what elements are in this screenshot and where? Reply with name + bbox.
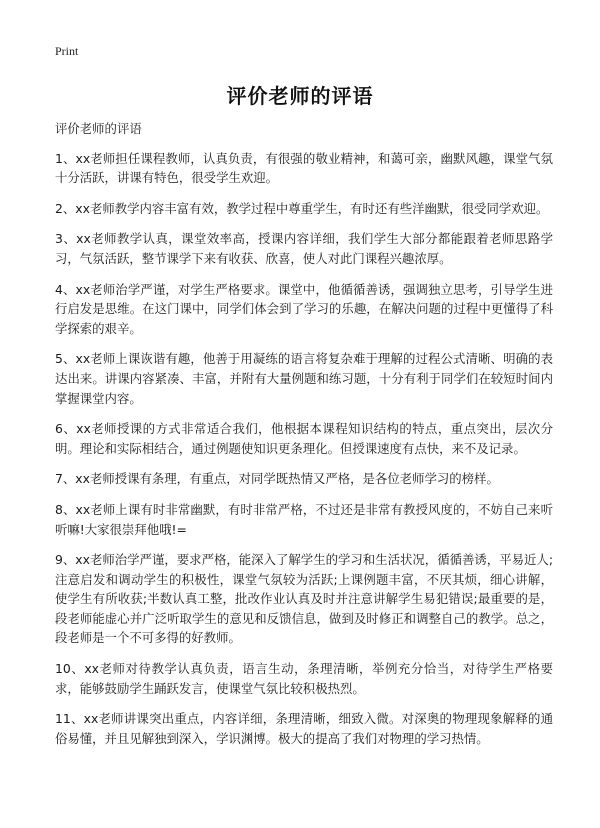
comment-paragraph-5: 5、xx老师上课诙谐有趣，他善于用凝练的语言将复杂难于理解的过程公式清晰、明确的表达出来。讲课内容紧凑、丰富，并附有大量例题和练习题，十分有利于同学们在较短时间内掌握课堂内容。 [55,351,553,406]
comment-paragraph-2: 2、xx老师教学内容丰富有效，教学过程中尊重学生，有时还有些洋幽默，很受同学欢迎。 [55,200,549,216]
document-body [55,119,553,759]
comment-paragraph-4: 4、xx老师治学严谨，对学生严格要求。课堂中，他循循善诱，强调独立思考，引导学生进行启发是思维。在这门课中，同学们体会到了学习的乐趣，在解决问题的过程中更懂得了科学探索的艰辛。 [55,281,553,336]
comment-paragraph-3: 3、xx老师教学认真，课堂效率高，授课内容详细，我们学生大部分都能跟着老师思路学习，气氛活跃，整节课学下来有收获、欣喜，使人对此门课程兴趣浓厚。 [55,231,553,266]
comment-paragraph-6: 6、xx老师授课的方式非常适合我们，他根据本课程知识结构的特点，重点突出，层次分明。理论和实际相结合，通过例题使知识更条理化。但授课速度有点快，来不及记录。 [55,421,553,456]
comment-paragraph-9: 9、xx老师治学严谨，要求严格，能深入了解学生的学习和生活状况，循循善诱，平易近人;注意启发和调动学生的积极性，课堂气氛较为活跃;上课例题丰富，不厌其烦，细心讲解，使学生有所收获;半数认真工整，批改作业认真及时并注意讲解学生易犯错误;最重要的是，段老师能虚心并广泛听取学生的意见和反馈信息，做到及时修正和调整自己的教学。总之，段老师是一个不可多得的好教师。 [55,552,553,646]
comment-paragraph-7: 7、xx老师授课有条理，有重点，对同学既热情又严格，是各位老师学习的榜样。 [55,471,499,487]
document-subtitle: 评价老师的评语 [55,121,142,136]
comment-paragraph-11: 11、xx老师讲课突出重点，内容详细，条理清晰，细致入微。对深奥的物理现象解释的通俗易懂，并且见解独到深入，学识渊博。极大的提高了我们对物理的学习热情。 [55,711,553,746]
page-title: 评价老师的评语 [226,84,374,108]
comment-paragraph-1: 1、xx老师担任课程教师，认真负责，有很强的敬业精神，和蔼可亲，幽默风趣，课堂气氛十分活跃，讲课有特色，很受学生欢迎。 [55,150,553,186]
comment-paragraph-8: 8、xx老师上课有时非常幽默，有时非常严格，不过还是非常有教授风度的，不妨自己来听听嘛!大家很崇拜他哦!= [55,501,553,537]
comment-paragraph-10: 10、xx老师对待教学认真负责，语言生动，条理清晰，举例充分恰当，对待学生严格要求，能够鼓励学生踊跃发言，使课堂气氛比较积极热烈。 [55,661,553,696]
print-link[interactable]: Print [55,44,79,58]
